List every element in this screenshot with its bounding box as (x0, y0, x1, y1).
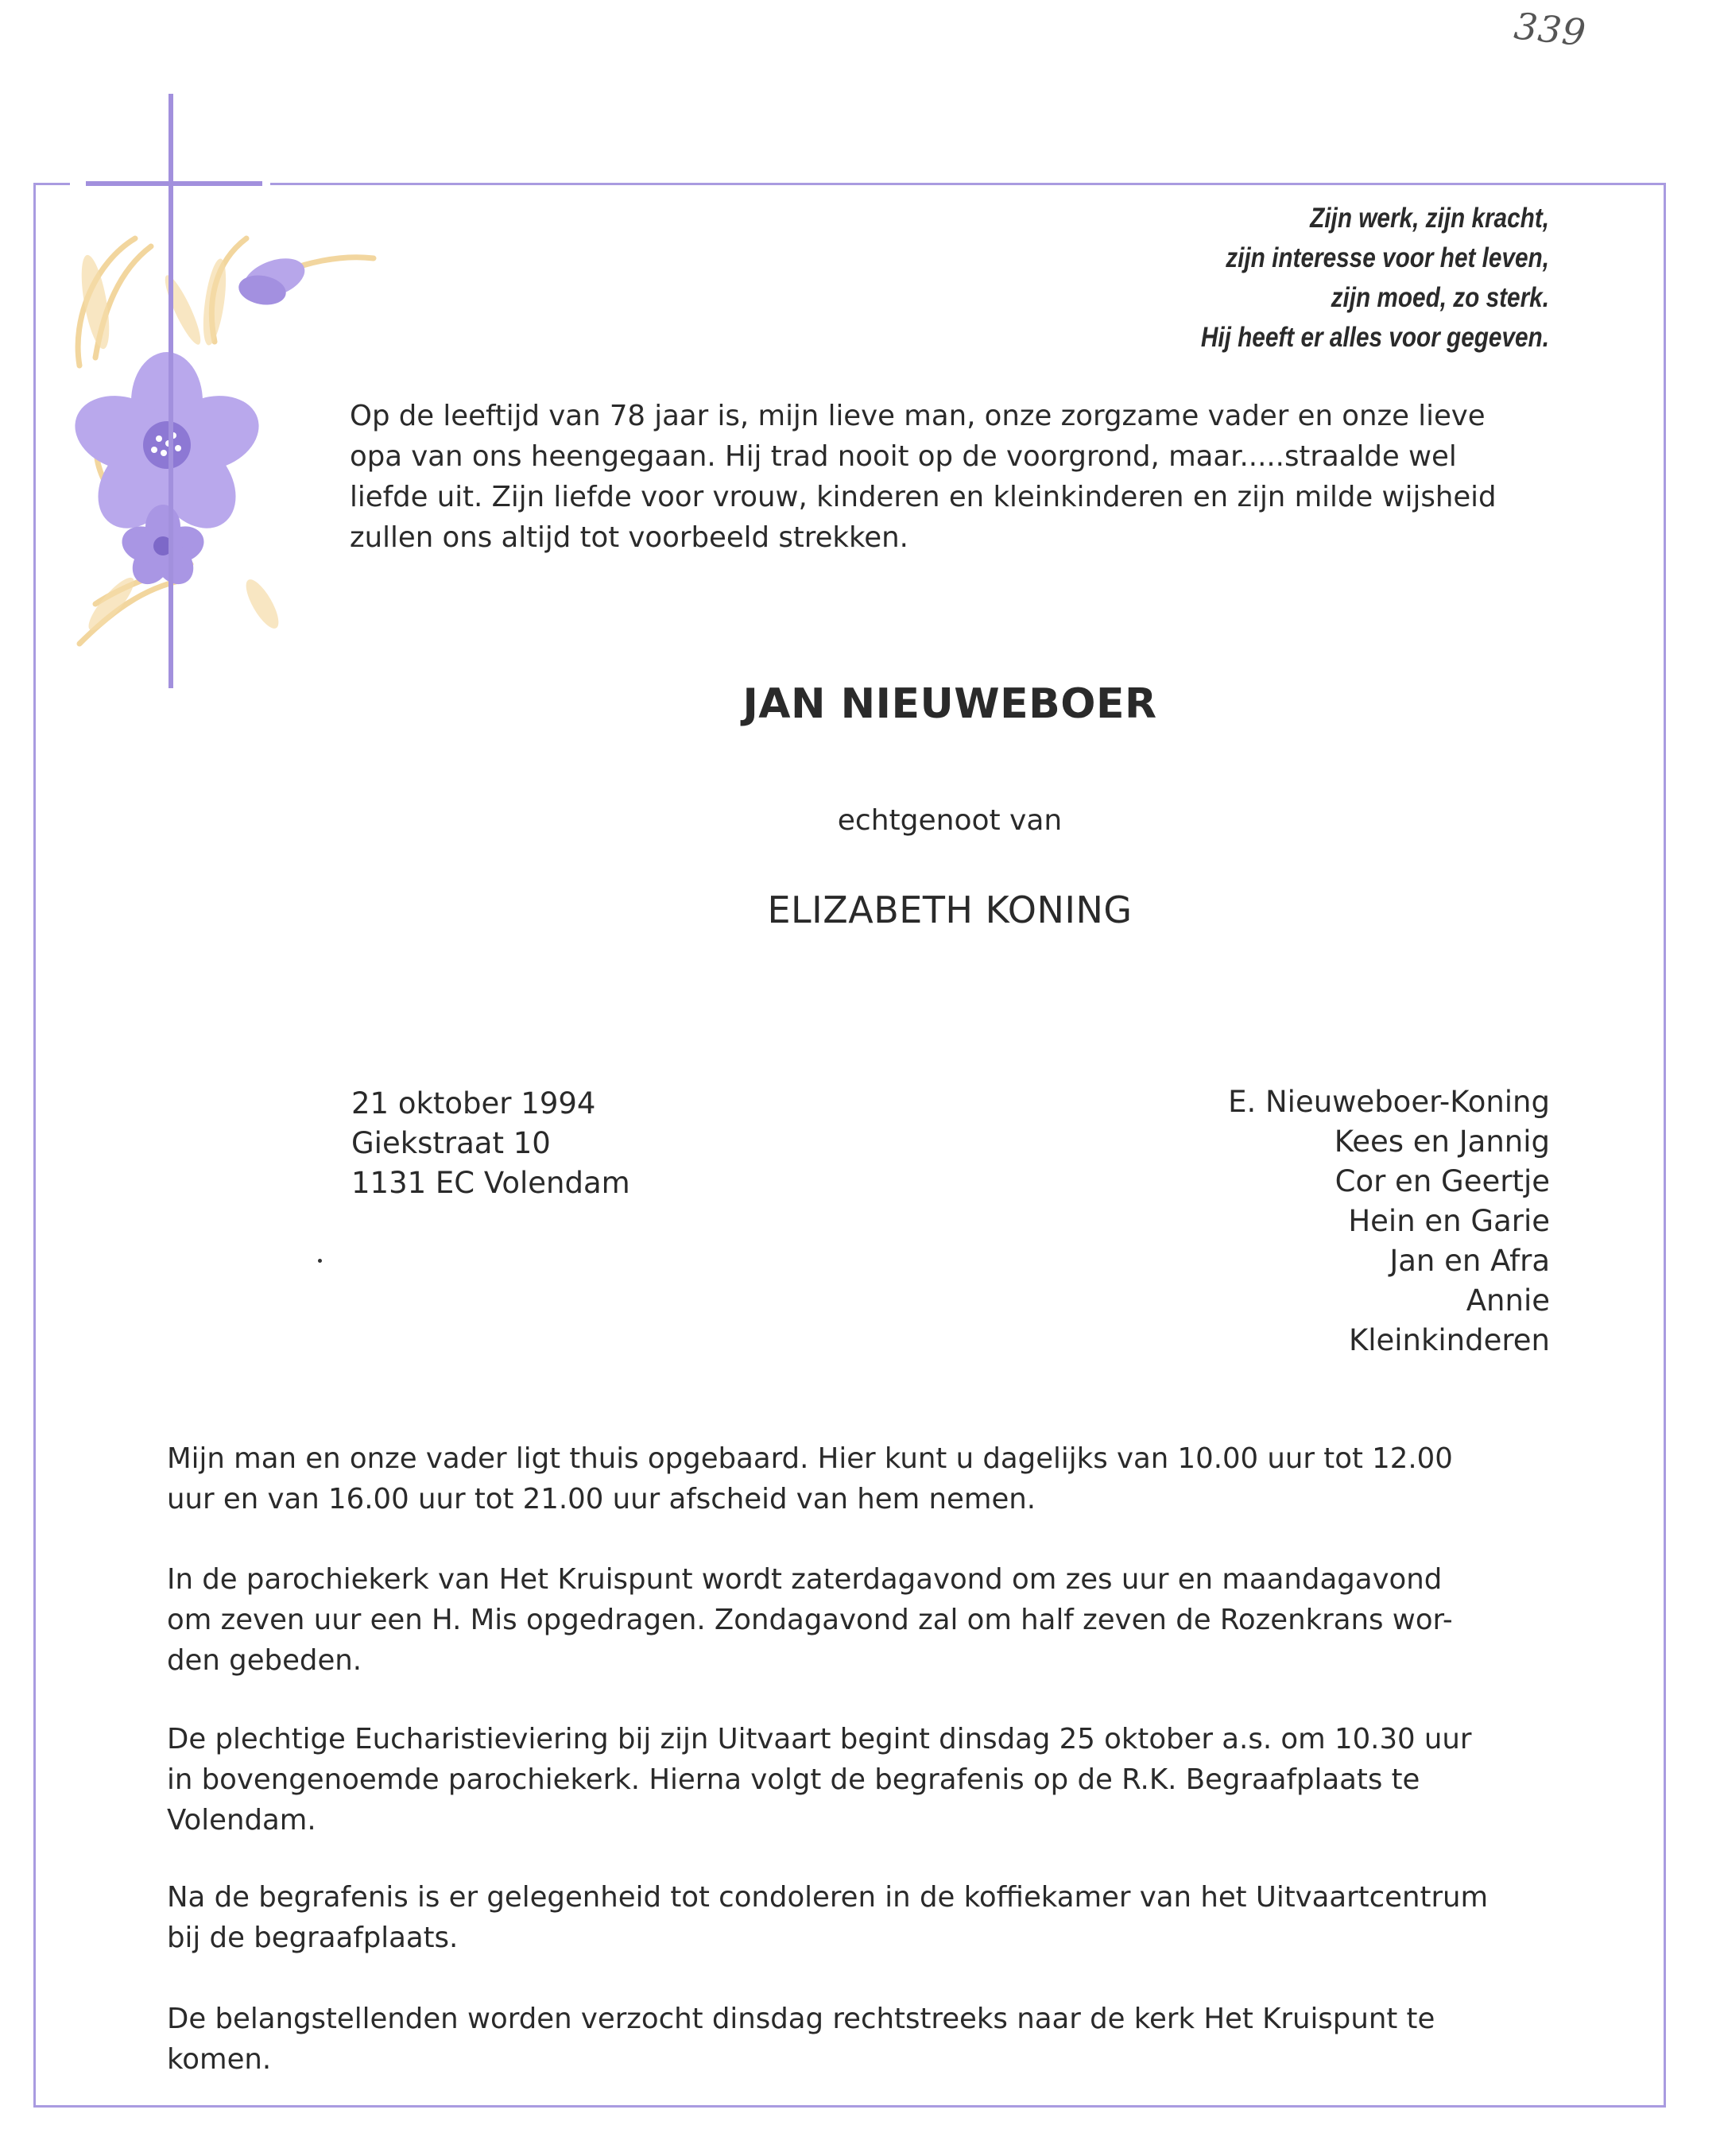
floral-decoration-icon (64, 230, 382, 660)
spouse-name: ELIZABETH KONING (767, 888, 1133, 931)
cross-horizontal-bar (86, 181, 262, 186)
paragraph-line: komen. (167, 2043, 272, 2076)
paragraph-line: om zeven uur een H. Mis opgedragen. Zondagavond zal om half zeven de Rozenkrans wor- (167, 1604, 1453, 1636)
poem (941, 199, 1549, 358)
intro-line: zullen ons altijd tot voorbeeld strekken. (350, 521, 908, 554)
funeral-paragraph (167, 1719, 1550, 1841)
paragraph-line: Volendam. (167, 1804, 316, 1837)
paragraph-line: uur en van 16.00 uur tot 21.00 uur afscheid van hem nemen. (167, 1483, 1036, 1515)
paragraph-line: den gebeden. (167, 1644, 362, 1677)
paragraph-line: bij de begraafplaats. (167, 1922, 459, 1954)
deceased-name: JAN NIEUWEBOER (742, 680, 1157, 728)
intro-line: liefde uit. Zijn liefde voor vrouw, kinderen en kleinkinderen en zijn milde wijsheid (350, 481, 1497, 513)
paragraph-line: in bovengenoemde parochiekerk. Hierna volgt de begrafenis op de R.K. Begraafplaats te (167, 1763, 1420, 1796)
street-line: Giekstraat 10 (351, 1126, 551, 1160)
paragraph-line: De belangstellenden worden verzocht dinsdag rechtstreeks naar de kerk Het Kruispunt te (167, 2003, 1435, 2035)
paragraph-line: Na de begrafenis is er gelegenheid tot condoleren in de koffiekamer van het Uitvaartcentrum (167, 1881, 1489, 1914)
poem-line: Hij heeft er alles voor gegeven. (1200, 322, 1549, 353)
attendance-paragraph (167, 1999, 1550, 2080)
family-member: Annie (1466, 1283, 1550, 1318)
poem-line: zijn moed, zo sterk. (1331, 282, 1549, 313)
paragraph-line: De plechtige Eucharistieviering bij zijn Uitvaart begint dinsdag 25 oktober a.s. om 10.30 uur (167, 1723, 1472, 1755)
intro-line: Op de leeftijd van 78 jaar is, mijn lieve man, onze zorgzame vader en onze lieve (350, 400, 1486, 432)
paragraph-line: Mijn man en onze vader ligt thuis opgebaard. Hier kunt u dagelijks van 10.00 uur tot 12.00 (167, 1442, 1453, 1475)
intro-line: opa van ons heengegaan. Hij trad nooit op de voorgrond, maar.....straalde wel (350, 440, 1457, 473)
paragraph-line: In de parochiekerk van Het Kruispunt wordt zaterdagavond om zes uur en maandagavond (167, 1563, 1443, 1596)
family-member: Kees en Jannig (1334, 1124, 1550, 1159)
poem-line: zijn interesse voor het leven, (1226, 242, 1549, 273)
family-member: Hein en Garie (1348, 1204, 1550, 1238)
spouse-relation: echtgenoot van (837, 804, 1063, 837)
intro-paragraph (350, 396, 1550, 558)
family-member: Kleinkinderen (1348, 1323, 1550, 1357)
date-and-address (351, 1084, 630, 1203)
family-list (994, 1082, 1550, 1361)
mass-paragraph (167, 1559, 1550, 1681)
family-member: Cor en Geertje (1335, 1164, 1550, 1198)
city-line: 1131 EC Volendam (351, 1166, 630, 1200)
condolence-paragraph (167, 1877, 1550, 1958)
viewing-paragraph (167, 1438, 1550, 1519)
family-member: Jan en Afra (1389, 1244, 1550, 1278)
handwritten-page-number: 339 (1512, 4, 1589, 55)
poem-line: Zijn werk, zijn kracht, (1310, 203, 1549, 234)
family-member: E. Nieuweboer-Koning (1228, 1085, 1550, 1119)
date-line: 21 oktober 1994 (351, 1086, 596, 1121)
scan-speck (318, 1259, 322, 1263)
